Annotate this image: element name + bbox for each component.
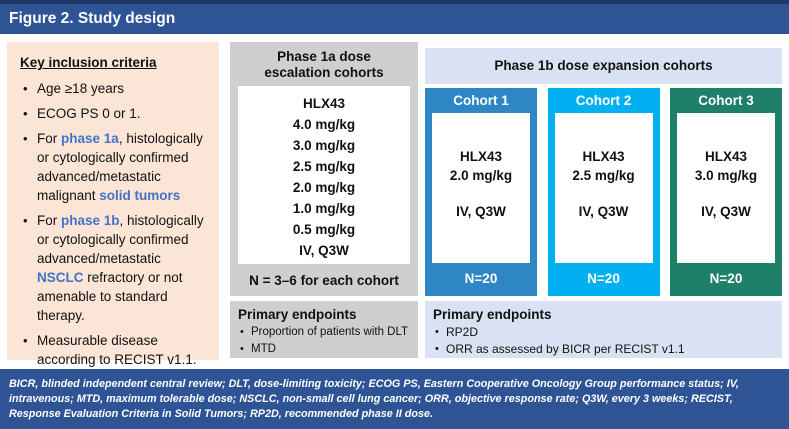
phase1a-endpoints-list bbox=[238, 324, 410, 358]
cohort-1-body bbox=[432, 113, 530, 263]
inclusion-heading: Key inclusion criteria bbox=[20, 55, 157, 70]
dose-level-4: 2.0 mg/kg bbox=[292, 180, 356, 195]
footnote-bar bbox=[0, 369, 789, 429]
accent-solid-tumors: solid tumors bbox=[99, 188, 181, 203]
cohort-1-dose: 2.0 mg/kg bbox=[449, 168, 513, 183]
cohort-3-body bbox=[677, 113, 775, 263]
inclusion-bullet-ecog: • ECOG PS 0 or 1. bbox=[20, 104, 211, 123]
figure-title: Figure 2. Study design bbox=[9, 10, 176, 27]
cohort-3-route: IV, Q3W bbox=[701, 204, 751, 219]
cohort-2-title: Cohort 2 bbox=[575, 93, 632, 108]
accent-phase-1a: phase 1a bbox=[61, 131, 119, 146]
endpoint-dlt: • Proportion of patients with DLT bbox=[238, 324, 410, 341]
cohort-1-title: Cohort 1 bbox=[453, 93, 509, 108]
accent-nsclc: NSCLC bbox=[37, 270, 84, 285]
cohort-3-box bbox=[670, 88, 782, 296]
cohort-1-drug: HLX43 bbox=[459, 149, 503, 164]
phase1a-dose-box bbox=[238, 86, 410, 264]
cohort-3-drug: HLX43 bbox=[704, 149, 748, 164]
cohort-1-box bbox=[425, 88, 537, 296]
phase1b-endpoints-box bbox=[425, 301, 782, 358]
inclusion-bullet-phase1a: • For phase 1a, histologically or cytologically confirmed advanced/metastatic malignant solid tumors bbox=[20, 129, 211, 205]
inclusion-bullet-age: • Age ≥18 years bbox=[20, 79, 211, 98]
cohort-2-route: IV, Q3W bbox=[578, 204, 629, 219]
inclusion-criteria-panel bbox=[7, 42, 219, 367]
phase1b-cohorts bbox=[425, 88, 782, 296]
phase1a-endpoints-heading: Primary endpoints bbox=[238, 307, 357, 322]
phase1b-endpoints-list bbox=[433, 324, 774, 358]
endpoint-orr: • ORR as assessed by BICR per RECIST v1.1 bbox=[433, 341, 774, 358]
cohort-2-body bbox=[555, 113, 653, 263]
phase1a-drug-name: HLX43 bbox=[302, 96, 346, 111]
cohort-3-n: N=20 bbox=[709, 271, 743, 286]
inclusion-list bbox=[20, 79, 211, 369]
inclusion-bullet-phase1b: • For phase 1b, histologically or cytologically confirmed advanced/metastatic NSCLC refractory or not amenable to standard therapy. bbox=[20, 211, 211, 325]
phase1a-header: Phase 1a dose escalation cohorts bbox=[264, 49, 384, 80]
phase1b-endpoints-heading: Primary endpoints bbox=[433, 307, 552, 322]
dose-level-6: 0.5 mg/kg bbox=[292, 222, 356, 237]
phase1a-n-label: N = 3–6 for each cohort bbox=[249, 273, 399, 288]
cohort-3-dose: 3.0 mg/kg bbox=[694, 168, 758, 183]
phase1a-panel bbox=[230, 42, 418, 296]
cohort-2-n: N=20 bbox=[587, 271, 620, 286]
inclusion-bullet-measurable: • Measurable disease according to RECIST v1.1. bbox=[20, 331, 211, 369]
phase1a-route: IV, Q3W bbox=[299, 243, 349, 258]
cohort-2-dose: 2.5 mg/kg bbox=[572, 168, 635, 183]
cohort-2-drug: HLX43 bbox=[582, 149, 625, 164]
cohort-1-n: N=20 bbox=[464, 271, 498, 286]
accent-phase-1b: phase 1b bbox=[61, 213, 120, 228]
dose-level-3: 2.5 mg/kg bbox=[292, 159, 356, 174]
phase1b-header: Phase 1b dose expansion cohorts bbox=[425, 48, 782, 84]
figure-title-bar bbox=[0, 0, 789, 34]
cohort-3-title: Cohort 3 bbox=[698, 93, 754, 108]
footnote-text: BICR, blinded independent central review; DLT, dose-limiting toxicity; ECOG PS, Eastern Cooperative Oncology Group performance status; IV, intravenous; MTD, maximum tolerable dose; NSCLC, non-small cell lung cancer; ORR, objective response rate; Q3W, every 3 weeks; RECIST, Response Evaluation Criteria in Solid Tumors; RP2D, recommended phase II dose. bbox=[9, 378, 739, 420]
dose-level-2: 3.0 mg/kg bbox=[292, 138, 356, 153]
cohort-1-route: IV, Q3W bbox=[456, 204, 506, 219]
endpoint-mtd: • MTD bbox=[238, 341, 410, 358]
phase1a-endpoints-box bbox=[230, 301, 418, 358]
dose-level-5: 1.0 mg/kg bbox=[292, 201, 356, 216]
cohort-2-box bbox=[548, 88, 660, 296]
dose-level-1: 4.0 mg/kg bbox=[292, 117, 356, 132]
endpoint-rp2d: • RP2D bbox=[433, 324, 774, 341]
